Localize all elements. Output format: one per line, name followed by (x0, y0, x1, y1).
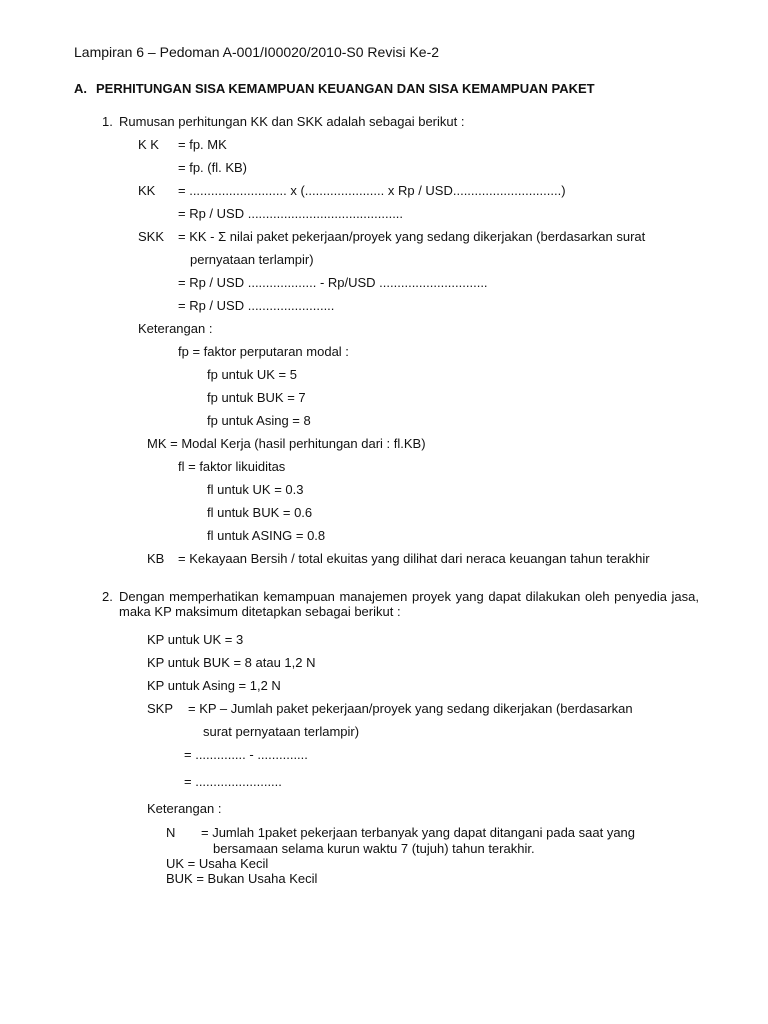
kk-formula-3: = ........................... x (...................... x Rp / USD..............................) (178, 183, 566, 198)
kk-label-2: KK (138, 183, 156, 198)
kk-formula-1: = fp. MK (178, 137, 227, 152)
skk-formula-1: = KK - Σ nilai paket pekerjaan/proyek yang sedang dikerjakan (berdasarkan surat (178, 229, 646, 244)
section-title: PERHITUNGAN SISA KEMAMPUAN KEUANGAN DAN SISA KEMAMPUAN PAKET (96, 81, 595, 96)
skp-formula-1: = KP – Jumlah paket pekerjaan/proyek yang sedang dikerjakan (berdasarkan (188, 701, 633, 716)
kb-definition: = Kekayaan Bersih / total ekuitas yang dilihat dari neraca keuangan tahun terakhir (178, 551, 650, 566)
item2-number: 2. (102, 589, 113, 604)
kk-formula-4: = Rp / USD ........................................... (178, 206, 404, 221)
uk-definition: UK = Usaha Kecil (166, 856, 269, 871)
item1-number: 1. (102, 114, 113, 129)
keterangan-heading-1: Keterangan : (138, 321, 213, 336)
kp-asing: KP untuk Asing = 1,2 N (147, 678, 281, 693)
skk-formula-3: = Rp / USD ........................ (178, 298, 335, 313)
mk-definition: MK = Modal Kerja (hasil perhitungan dari : fl.KB) (147, 436, 426, 451)
fl-asing: fl untuk ASING = 0.8 (207, 528, 326, 543)
fl-definition: fl = faktor likuiditas (178, 459, 286, 474)
fl-buk: fl untuk BUK = 0.6 (207, 505, 313, 520)
fp-asing: fp untuk Asing = 8 (207, 413, 311, 428)
buk-definition: BUK = Bukan Usaha Kecil (166, 871, 318, 886)
n-label: N (166, 825, 176, 840)
kk-formula-2: = fp. (fl. KB) (178, 160, 247, 175)
n-definition-cont: bersamaan selama kurun waktu 7 (tujuh) tahun terakhir. (213, 841, 535, 856)
item2-intro: Dengan memperhatikan kemampuan manajemen proyek yang dapat dilakukan oleh penyedia jasa, maka KP maksimum ditetapkan sebagai berikut : (119, 589, 699, 619)
item1-intro: Rumusan perhitungan KK dan SKK adalah sebagai berikut : (119, 114, 465, 129)
fl-uk: fl untuk UK = 0.3 (207, 482, 304, 497)
kp-uk: KP untuk UK = 3 (147, 632, 244, 647)
document-header: Lampiran 6 – Pedoman A-001/I00020/2010-S0 Revisi Ke-2 (74, 44, 440, 60)
skk-formula-1-cont: pernyataan terlampir) (190, 252, 314, 267)
skp-formula-2: = .............. - .............. (184, 747, 308, 762)
kp-buk: KP untuk BUK = 8 atau 1,2 N (147, 655, 316, 670)
kk-label-1: K K (138, 137, 159, 152)
fp-buk: fp untuk BUK = 7 (207, 390, 306, 405)
skk-label: SKK (138, 229, 165, 244)
skk-formula-2: = Rp / USD ................... - Rp/USD .............................. (178, 275, 488, 290)
skp-formula-1-cont: surat pernyataan terlampir) (203, 724, 360, 739)
keterangan-heading-2: Keterangan : (147, 801, 222, 816)
skp-label: SKP (147, 701, 174, 716)
section-letter: A. (74, 81, 87, 96)
fp-uk: fp untuk UK = 5 (207, 367, 297, 382)
fp-definition: fp = faktor perputaran modal : (178, 344, 349, 359)
kb-label: KB (147, 551, 165, 566)
skp-formula-3: = ........................ (184, 774, 282, 789)
n-definition: = Jumlah 1paket pekerjaan terbanyak yang dapat ditangani pada saat yang (201, 825, 636, 840)
